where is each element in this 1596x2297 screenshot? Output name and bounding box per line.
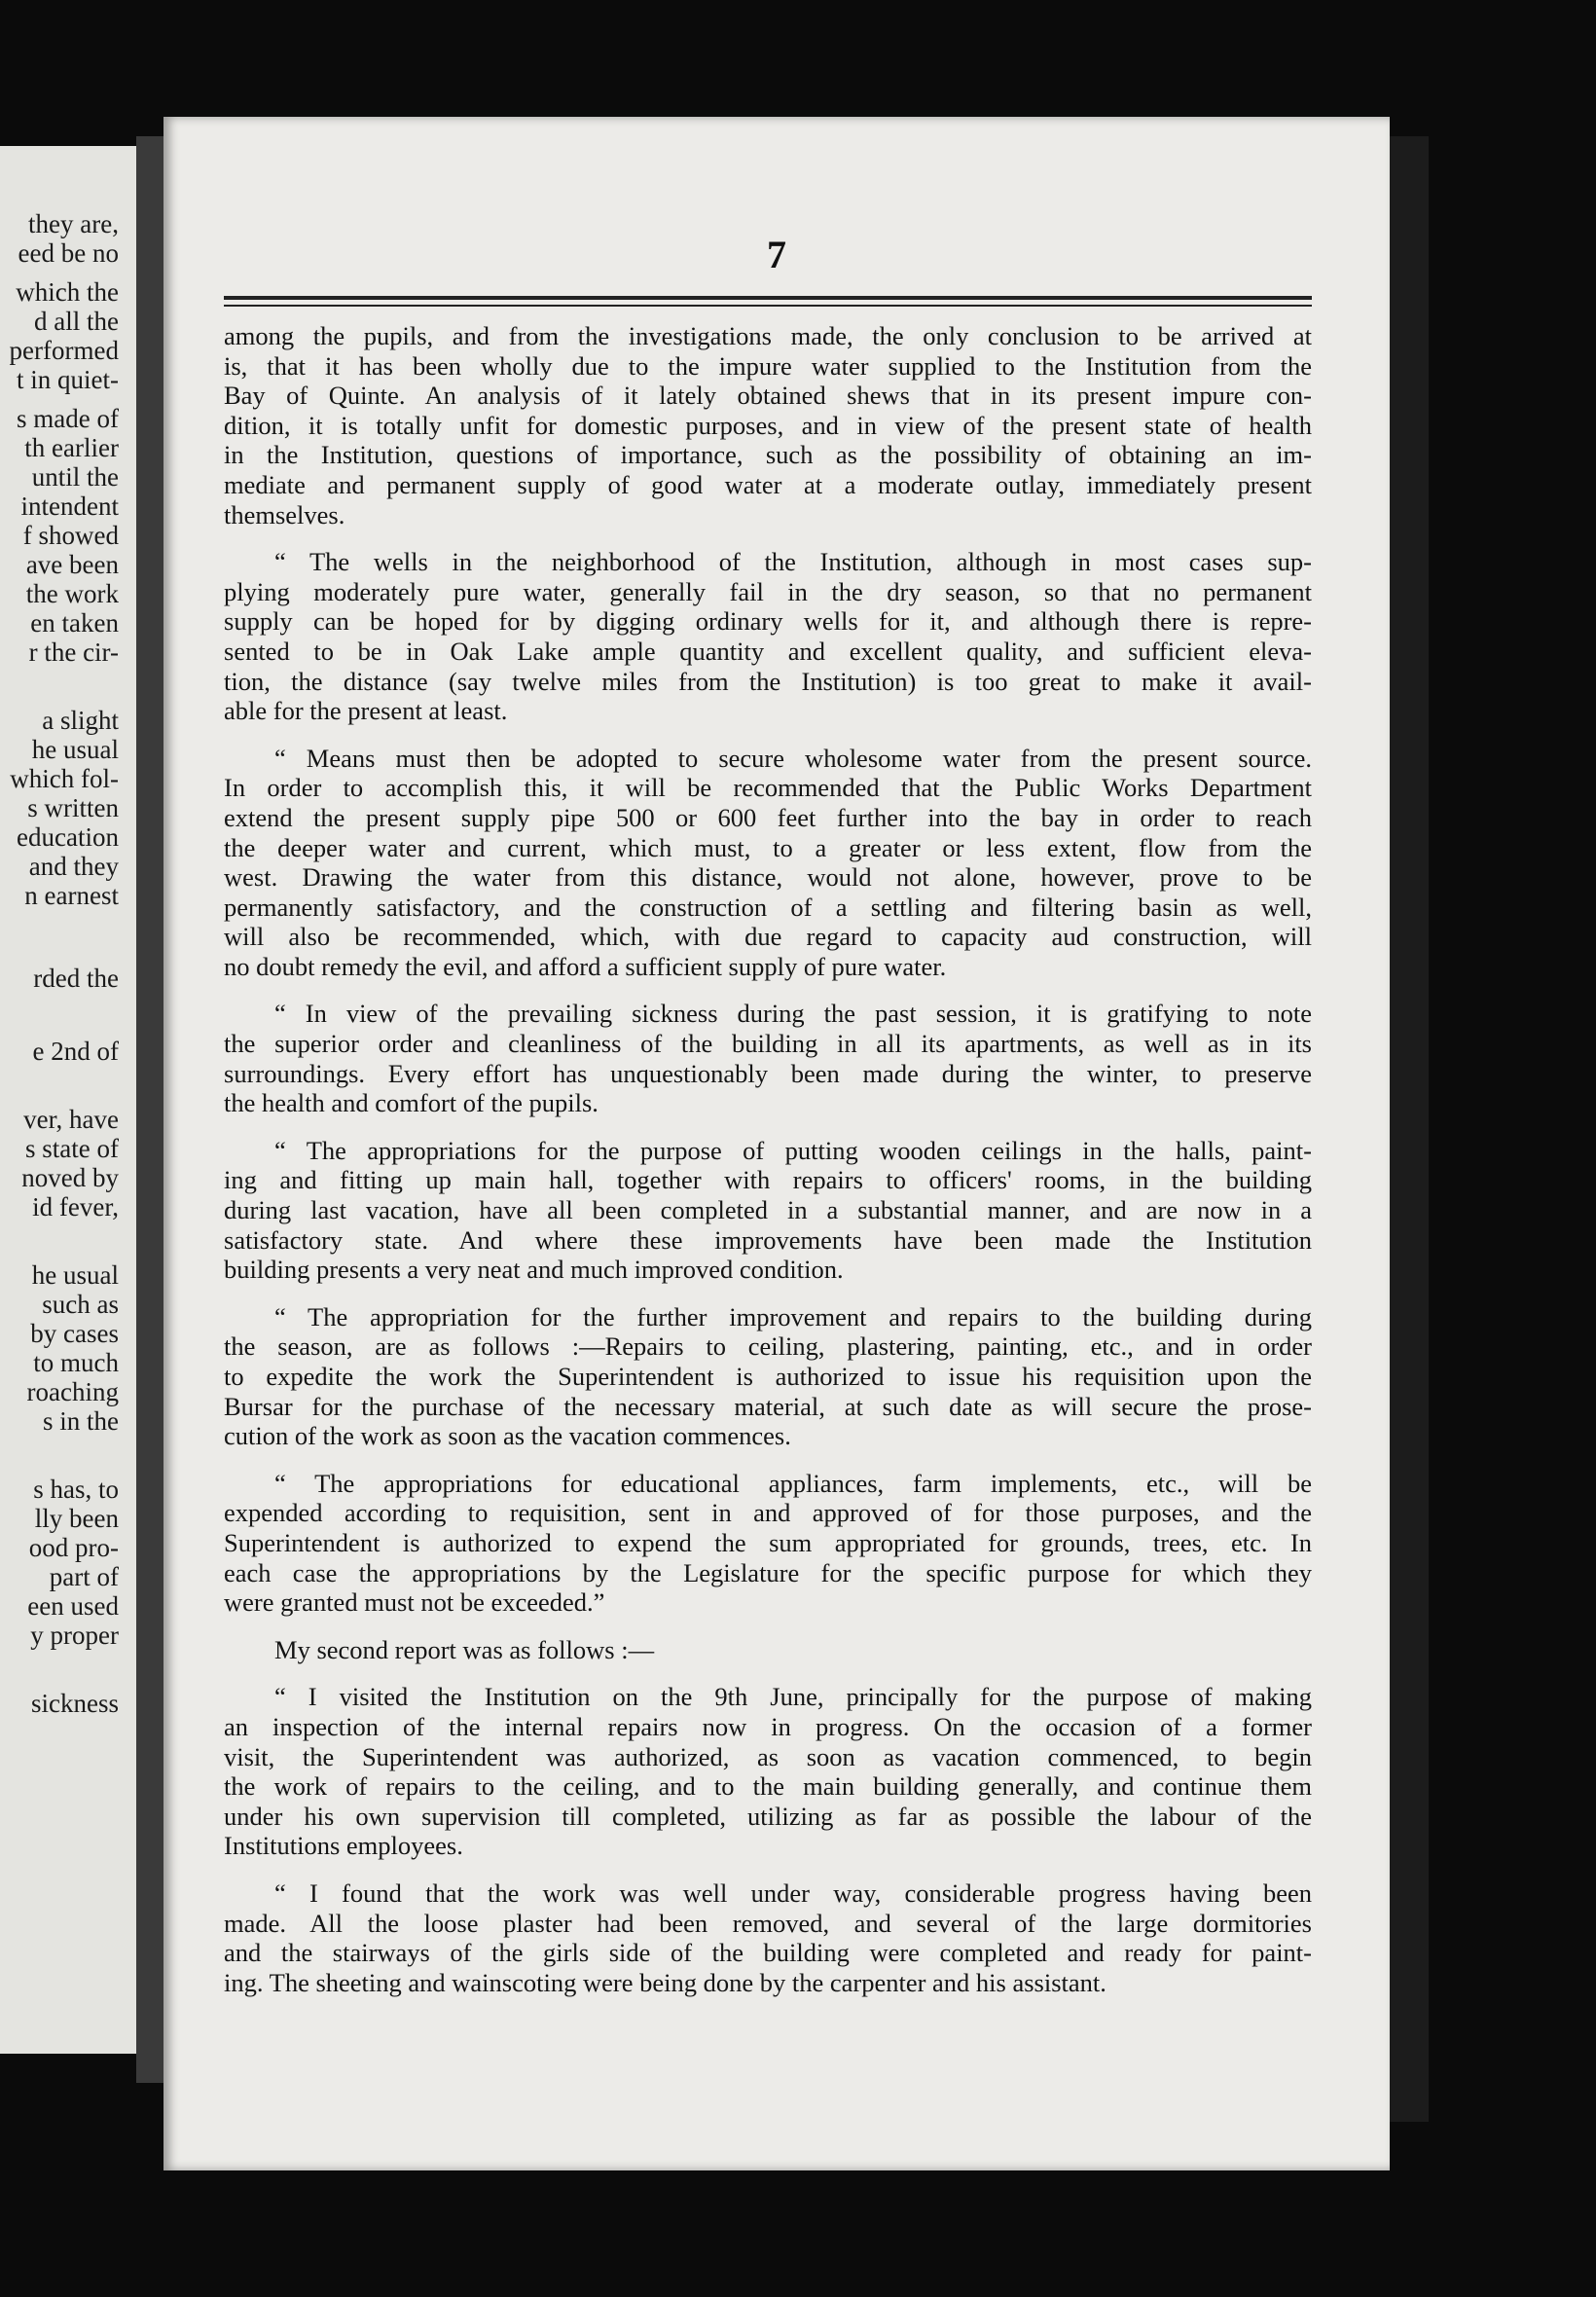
left-page-text-fragment: s in the (43, 1406, 119, 1436)
text-line: will also be recommended, which, with due regard to capacity aud construction, will (224, 922, 1312, 952)
text-line: “ The appropriations for the purpose of putting wooden ceilings in the halls, paint- (274, 1135, 1312, 1165)
text-line: to expedite the work the Superintendent is authorized to issue his requisition upon the (224, 1362, 1312, 1391)
text-line: extend the present supply pipe 500 or 600 feet further into the bay in order to reach (224, 802, 1312, 832)
left-page-text-fragment: t in quiet- (17, 365, 119, 394)
header-rule-thin (224, 305, 1312, 307)
left-page-text-fragment: ver, have (23, 1105, 119, 1134)
left-page-text-fragment: they are, (28, 209, 119, 238)
text-line: the deeper water and current, which must, to a greater or less extent, flow from the (224, 832, 1312, 862)
left-page-text-fragment: he usual (31, 1260, 119, 1290)
text-line: satisfactory state. And where these improvements have been made the Institution (224, 1224, 1312, 1255)
text-line: mediate and permanent supply of good water at a moderate outlay, immediately present (224, 469, 1312, 499)
text-line: in the Institution, questions of importance, such as the possibility of obtaining an im- (224, 440, 1312, 470)
text-line: no doubt remedy the evil, and afford a sufficient supply of pure water. (224, 951, 947, 981)
left-page-text-fragment: e 2nd of (32, 1037, 119, 1066)
text-line: expended according to requisition, sent in and approved of for those purposes, and the (224, 1498, 1312, 1528)
text-line: ing and fitting up main hall, together with repairs to officers' rooms, in the building (224, 1165, 1312, 1195)
left-page-text-fragment: the work (25, 579, 119, 608)
left-page-text-fragment: en taken (30, 608, 119, 638)
text-line: “ The appropriation for the further improvement and repairs to the building during (274, 1301, 1312, 1331)
text-line: “ The wells in the neighborhood of the Institution, although in most cases sup- (274, 547, 1312, 577)
text-line: were granted must not be exceeded.” (224, 1587, 605, 1618)
left-page-text-fragment: intendent (20, 492, 119, 521)
left-page-text-fragment: d all the (34, 307, 119, 336)
left-page-text-fragment: and they (28, 852, 119, 881)
text-line: In order to accomplish this, it will be recommended that the Public Works Department (224, 773, 1312, 803)
left-page-text-fragment: s state of (25, 1134, 119, 1163)
text-line: each case the appropriations by the Legislature for the specific purpose for which they (224, 1557, 1312, 1587)
left-page-text-fragment: f showed (22, 521, 119, 550)
page-edge-shadow (1390, 136, 1429, 2122)
paragraph (224, 1682, 1312, 1861)
text-line: during last vacation, have all been completed in a substantial manner, and are now in a (224, 1195, 1312, 1225)
left-page-text-fragment: r the cir- (28, 638, 119, 667)
text-line: permanently satisfactory, and the construction of a settling and filtering basin as well, (224, 892, 1312, 922)
text-line: “ I found that the work was well under way, considerable progress having been (274, 1878, 1312, 1908)
text-line: visit, the Superintendent was authorized, as soon as vacation commenced, to begin (224, 1741, 1312, 1771)
left-page-text-fragment: noved by (21, 1163, 119, 1192)
text-line: Institutions employees. (224, 1831, 463, 1861)
left-page-text-fragment: a slight (42, 706, 119, 735)
left-page-text-fragment: rded the (33, 964, 119, 993)
text-line: Superintendent is authorized to expend the sum appropriated for grounds, trees, etc. In (224, 1527, 1312, 1557)
adjacent-left-page (0, 146, 136, 2054)
header-rule-thick (224, 296, 1312, 300)
text-line: tion, the distance (say twelve miles from the Institution) is too great to make it avail- (224, 666, 1312, 696)
paragraph (224, 1302, 1312, 1451)
left-page-text-fragment: part of (49, 1562, 119, 1591)
left-page-text-fragment: which the (16, 277, 119, 307)
left-page-text-fragment: y proper (30, 1621, 119, 1650)
left-page-text-fragment: performed (9, 336, 119, 365)
left-page-text-fragment: sickness (31, 1689, 119, 1718)
paragraph (224, 1878, 1312, 1997)
text-line: plying moderately pure water, generally fail in the dry season, so that no permanent (224, 576, 1312, 606)
text-line: Bay of Quinte. An analysis of it lately obtained shews that in its present impure con- (224, 381, 1312, 411)
left-page-text-fragment: th earlier (24, 433, 119, 462)
text-line: dition, it is totally unfit for domestic purposes, and in view of the present state of health (224, 410, 1312, 440)
paragraph (224, 744, 1312, 982)
text-line: sented to be in Oak Lake ample quantity and excellent quality, and sufficient eleva- (224, 636, 1312, 666)
book-gutter (136, 136, 165, 2083)
left-page-text-fragment: ave been (25, 550, 119, 579)
text-line: “ I visited the Institution on the 9th June, principally for the purpose of making (274, 1682, 1312, 1712)
text-line: “ Means must then be adopted to secure wholesome water from the present source. (274, 743, 1312, 773)
paragraph (224, 999, 1312, 1117)
text-line: the season, are as follows :—Repairs to ceiling, plastering, painting, etc., and in order (224, 1331, 1312, 1362)
text-line: My second report was as follows :— (274, 1634, 655, 1664)
text-line: “ In view of the prevailing sickness during the past session, it is gratifying to note (274, 999, 1312, 1029)
left-page-text-fragment: s has, to (33, 1475, 119, 1504)
left-page-text-fragment: lly been (34, 1504, 119, 1533)
text-line: made. All the loose plaster had been removed, and several of the large dormitories (224, 1908, 1312, 1938)
text-line: supply can be hoped for by digging ordinary wells for it, and although there is repre- (224, 606, 1312, 637)
left-page-text-fragment: eed be no (18, 238, 119, 268)
left-page-text-fragment: s written (27, 793, 119, 822)
text-line: themselves. (224, 499, 345, 529)
left-page-text-fragment: id fever, (32, 1192, 119, 1221)
text-line: the superior order and cleanliness of the building in all its apartments, as well as in its (224, 1029, 1312, 1059)
page-number: 7 (767, 233, 786, 276)
left-page-text-fragment: by cases (30, 1319, 119, 1348)
text-line: ing. The sheeting and wainscoting were being done by the carpenter and his assistant. (224, 1967, 1106, 1997)
paragraph (224, 1469, 1312, 1618)
left-page-text-fragment: he usual (31, 735, 119, 764)
text-line: building presents a very neat and much improved condition. (224, 1255, 844, 1285)
paragraph (224, 547, 1312, 726)
left-page-text-fragment: ood pro- (28, 1533, 119, 1562)
text-line: surroundings. Every effort has unquestionably been made during the winter, to preserve (224, 1058, 1312, 1088)
left-page-text-fragment: until the (31, 462, 119, 492)
text-line: the work of repairs to the ceiling, and to the main building generally, and continue them (224, 1771, 1312, 1802)
text-line: west. Drawing the water from this distance, would not alone, however, prove to be (224, 862, 1312, 893)
text-line: under his own supervision till completed, utilizing as far as possible the labour of the (224, 1801, 1312, 1831)
text-line: Bursar for the purchase of the necessary material, at such date as will secure the prose- (224, 1391, 1312, 1421)
paragraph (224, 321, 1312, 529)
left-page-text-fragment: education (17, 822, 119, 852)
text-line: “ The appropriations for educational appliances, farm implements, etc., will be (274, 1468, 1312, 1498)
left-page-text-fragment: such as (42, 1290, 119, 1319)
text-line: cution of the work as soon as the vacation commences. (224, 1421, 791, 1451)
left-page-text-fragment: s made of (17, 404, 119, 433)
left-page-text-fragment: n earnest (24, 881, 119, 910)
text-line: and the stairways of the girls side of the building were completed and ready for paint- (224, 1938, 1312, 1968)
text-line: among the pupils, and from the investigations made, the only conclusion to be arrived at (224, 321, 1312, 350)
text-line: the health and comfort of the pupils. (224, 1088, 598, 1118)
left-page-text-fragment: een used (27, 1591, 119, 1621)
text-line: able for the present at least. (224, 696, 508, 726)
text-line: is, that it has been wholly due to the impure water supplied to the Institution from the (224, 350, 1312, 381)
left-page-text-fragment: to much (33, 1348, 119, 1377)
paragraph (224, 1136, 1312, 1285)
left-page-text-fragment: which fol- (10, 764, 119, 793)
page-body (224, 321, 1312, 2015)
document-page (163, 117, 1390, 2170)
paragraph (224, 1635, 1312, 1665)
left-page-text-fragment: roaching (26, 1377, 119, 1406)
text-line: an inspection of the internal repairs now in progress. On the occasion of a former (224, 1711, 1312, 1741)
